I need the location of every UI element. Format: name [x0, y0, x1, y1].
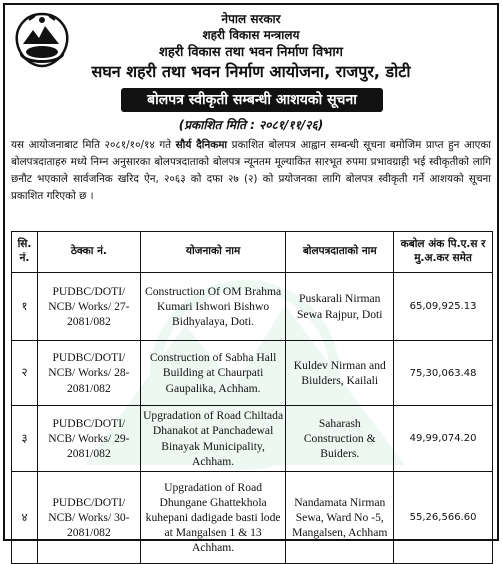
cell-amount: 65,09,925.13: [394, 273, 493, 341]
cell-amount: 75,30,063.48: [394, 341, 493, 406]
notice-body: [11, 137, 491, 205]
published-date: (प्रकाशित मिति : २०८१/११/२६): [178, 118, 324, 132]
cell-serial: ४: [12, 472, 38, 564]
ministry-title: शहरी विकास मन्त्रालय: [202, 28, 300, 42]
header-project-name: योजनाको नाम: [140, 232, 286, 273]
cell-amount: 49,99,074.20: [394, 406, 493, 472]
cell-contract: PUDBC/DOTI/ NCB/ Works/ 27-2081/082: [37, 273, 140, 341]
cell-project: Construction of Sabha Hall Building at Chaurpati Gaupalika, Achham.: [140, 341, 286, 406]
cell-project: Upgradation of Road Chiltada Dhanakot at Panchadewal Binayak Municipality, Achham.: [140, 406, 286, 472]
table-row: [12, 406, 493, 472]
table-row: [12, 341, 493, 406]
project-title: सघन शहरी तथा भवन निर्माण आयोजना, राजपुर, डोटी: [91, 62, 411, 81]
cell-serial: १: [12, 273, 38, 341]
notice-page: [3, 3, 499, 555]
header-serial: सि. नं.: [12, 232, 38, 273]
cell-amount: 55,26,566.60: [394, 472, 493, 564]
cell-bidder: Saharash Construction & Buiders.: [286, 406, 394, 472]
notice-title-banner: बोलपत्र स्वीकृती सम्बन्धी आशयको सूचना: [121, 88, 383, 112]
cell-bidder: Nandamata Nirman Sewa, Ward No -5, Mangalsen, Achham: [286, 472, 394, 564]
cell-contract: PUDBC/DOTI/ NCB/ Works/ 29-2081/082: [37, 406, 140, 472]
government-title: नेपाल सरकार: [221, 12, 281, 26]
cell-project: Upgradation of Road Dhungane Ghattekhola kuhepani dadigade basti lode at Mangalsen 1 & 13 Achham.: [140, 472, 286, 564]
table-row: [12, 273, 493, 341]
cell-bidder: Kuldev Nirman and Biulders, Kailali: [286, 341, 394, 406]
header-contract-no: ठेक्का नं.: [37, 232, 140, 273]
cell-serial: २: [12, 341, 38, 406]
body-text-part1: यस आयोजनाबाट मिति २०८१/१०/१४ गते: [11, 139, 176, 151]
cell-contract: PUDBC/DOTI/ NCB/ Works/ 30-2081/082: [37, 472, 140, 564]
cell-serial: ३: [12, 406, 38, 472]
cell-bidder: Puskarali Nirman Sewa Rajpur, Doti: [286, 273, 394, 341]
bid-table: [11, 231, 493, 564]
body-text-part2: प्रकाशित बोलपत्र आह्वान सम्बन्धी सूचना बमोजिम प्राप्त हुन आएका बोलपत्रदाताहरु मध्ये निम्न अनुसारका बोलपत्रदाताको बोलपत्र न्यूनतम मूल्याकित सारभूत रुपमा प्रभावग्राही भई स्वीकृतीको लागि छनौट भएकाले सार्वजनिक खरिद ऐन, २०६३ को दफा २७ (२) को प्रयोजनका लागि बोलपत्र स्वीकृती गर्ने आशयको सूचना प्रकाशित गरिएको छ ।: [11, 139, 491, 202]
cell-contract: PUDBC/DOTI/ NCB/ Works/ 28-2081/082: [37, 341, 140, 406]
header-bidder-name: बोलपत्रदाताको नाम: [286, 232, 394, 273]
table-header-row: [12, 232, 493, 273]
cell-project: Construction Of OM Brahma Kumari Ishwori Bishwo Bidhyalaya, Doti.: [140, 273, 286, 341]
table-row: [12, 472, 493, 564]
department-title: शहरी विकास तथा भवन निर्माण विभाग: [159, 45, 343, 60]
newspaper-name: सौर्य दैनिकमा: [175, 139, 228, 151]
header-bid-amount: कबोल अंक पि.ए.स र मु.अ.कर समेत: [394, 232, 493, 273]
